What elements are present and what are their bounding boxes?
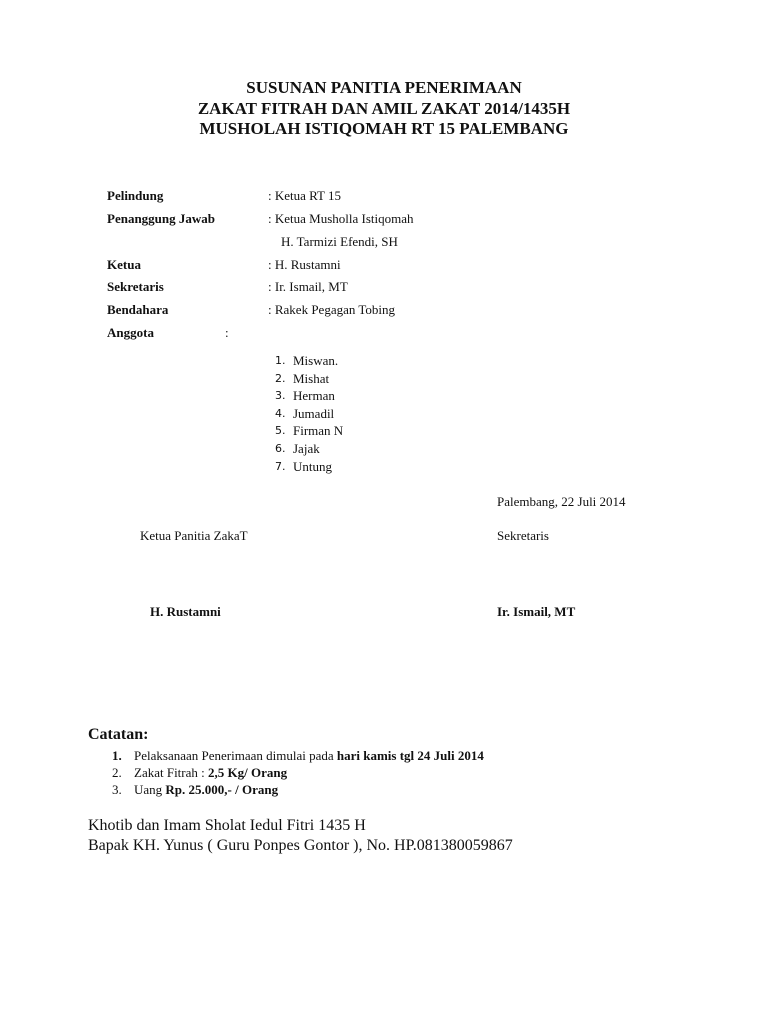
place-date: Palembang, 22 Juli 2014 — [497, 494, 626, 509]
note-text: Zakat Fitrah : — [134, 765, 209, 780]
member-number: 3. — [275, 389, 286, 403]
member-number: 4. — [275, 406, 286, 420]
member-number: 7. — [275, 459, 286, 473]
role-value-bendahara: : Rakek Pegagan Tobing — [268, 302, 396, 317]
role-value-penanggung-jawab: : Ketua Musholla Istiqomah — [268, 211, 414, 226]
signature-left-name: H. Rustamni — [150, 604, 221, 619]
role-value-pelindung: : Ketua RT 15 — [268, 188, 341, 203]
role-label-pelindung: Pelindung — [107, 188, 164, 203]
signature-right-title: Sekretaris — [497, 528, 549, 543]
title-line-3: MUSHOLAH ISTIQOMAH RT 15 PALEMBANG — [199, 119, 569, 138]
member-name: Jajak — [293, 441, 320, 456]
role-label-anggota: Anggota — [107, 325, 154, 340]
role-value-sekretaris: : Ir. Ismail, MT — [268, 279, 348, 294]
note-number: 3. — [112, 782, 122, 797]
role-label-bendahara: Bendahara — [107, 302, 169, 317]
footer-line-2: Bapak KH. Yunus ( Guru Ponpes Gontor ), No. HP.081380059867 — [88, 837, 513, 854]
title-line-2: ZAKAT FITRAH DAN AMIL ZAKAT 2014/1435H — [197, 99, 571, 118]
footer-line-1: Khotib dan Imam Sholat Iedul Fitri 1435 H — [88, 817, 366, 834]
role-label-ketua: Ketua — [107, 257, 141, 272]
note-text: Uang — [134, 782, 166, 797]
note-text: Pelaksanaan Penerimaan dimulai pada — [134, 748, 337, 763]
note-item — [134, 766, 287, 779]
note-bold: hari kamis tgl 24 Juli 2014 — [336, 748, 484, 763]
role-value-ketua: : H. Rustamni — [268, 257, 341, 272]
member-number: 6. — [275, 442, 286, 455]
member-name: Herman — [293, 388, 335, 404]
signature-right-name: Ir. Ismail, MT — [497, 604, 576, 619]
role-value-anggota: : — [225, 325, 229, 340]
role-label-sekretaris: Sekretaris — [107, 279, 164, 294]
member-name: Jumadil — [293, 405, 335, 421]
note-number: 1. — [112, 748, 122, 763]
member-number: 2. — [275, 371, 286, 385]
notes-heading: Catatan: — [88, 726, 149, 743]
member-number: 5. — [275, 424, 286, 438]
note-bold: Rp. 25.000,- / Orang — [165, 782, 279, 797]
note-bold: 2,5 Kg/ Orang — [208, 765, 288, 780]
note-number: 2. — [112, 765, 122, 780]
title-line-1: SUSUNAN PANITIA PENERIMAAN — [246, 78, 522, 97]
note-item — [134, 783, 278, 796]
member-name: Mishat — [293, 370, 330, 386]
note-item — [134, 749, 484, 762]
member-name: Firman N — [293, 423, 344, 439]
member-name: Miswan. — [293, 353, 339, 368]
member-number: 1. — [275, 354, 286, 367]
role-label-penanggung-jawab: Penanggung Jawab — [107, 211, 215, 226]
member-name: Untung — [293, 458, 332, 474]
role-value-penanggung-jawab-name: H. Tarmizi Efendi, SH — [281, 234, 398, 249]
signature-left-title: Ketua Panitia ZakaT — [140, 528, 248, 543]
